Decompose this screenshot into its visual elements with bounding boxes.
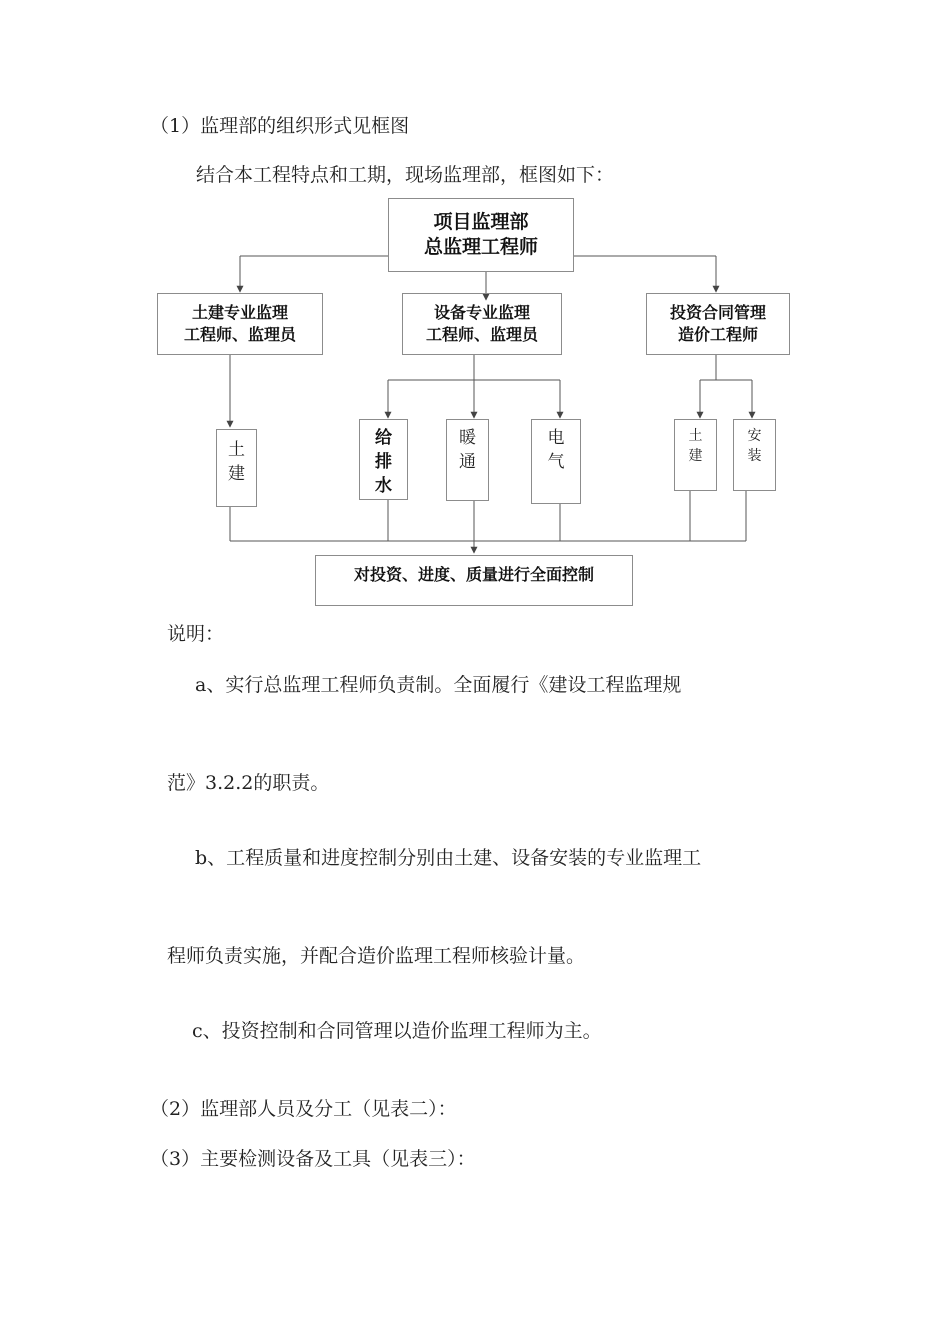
- org-box-equipment-line2: 工程师、监理员: [425, 325, 538, 344]
- section-heading-1: （1）监理部的组织形式见框图: [150, 115, 410, 137]
- sub-box-hvac-char-1: 暖: [459, 428, 476, 448]
- org-box-civil-line2: 工程师、监理员: [183, 325, 296, 344]
- sub-box-electrical: [531, 419, 581, 504]
- org-box-chief-engineer: [388, 198, 574, 272]
- org-box-civil-line1: 土建专业监理: [191, 303, 288, 322]
- org-box-cost-engineer: [646, 293, 790, 355]
- org-box-equipment-supervisor: [402, 293, 562, 355]
- sub-box-electrical-char-1: 电: [547, 428, 565, 448]
- sub-box-hvac: [446, 419, 489, 501]
- sub-box-civil-char-1: 土: [228, 440, 245, 460]
- note-a-line-2: 范》3.2.2的职责。: [167, 772, 330, 794]
- sub-box-water-drainage: [359, 419, 408, 500]
- section-heading-3: （3）主要检测设备及工具（见表三）：: [150, 1148, 476, 1170]
- intro-paragraph: 结合本工程特点和工期，现场监理部，框图如下：: [196, 164, 615, 186]
- sub-box-cost-install-char-1: 安: [747, 428, 762, 444]
- org-box-overall-control: [315, 555, 633, 606]
- org-box-civil-supervisor: [157, 293, 323, 355]
- sub-box-cost-install-char-2: 装: [747, 448, 762, 464]
- sub-box-cost-civil: [674, 419, 717, 491]
- note-b-line-1: b、工程质量和进度控制分别由土建、设备安装的专业监理工: [195, 847, 702, 869]
- sub-box-civil-char-2: 建: [228, 464, 245, 484]
- sub-box-hvac-char-2: 通: [459, 452, 476, 472]
- note-b-line-2: 程师负责实施，并配合造价监理工程师核验计量。: [167, 945, 586, 967]
- sub-box-water-char-1: 给: [375, 428, 392, 448]
- sub-box-electrical-char-2: 气: [547, 452, 565, 472]
- notes-label: 说明：: [167, 623, 225, 645]
- section-heading-2: （2）监理部人员及分工（见表二）：: [150, 1098, 457, 1120]
- org-box-chief-line2: 总监理工程师: [423, 236, 538, 258]
- org-box-cost-line1: 投资合同管理: [669, 303, 766, 322]
- org-box-chief-line1: 项目监理部: [433, 211, 529, 233]
- note-c-line: c、投资控制和合同管理以造价监理工程师为主。: [192, 1020, 602, 1042]
- org-box-cost-line2: 造价工程师: [677, 325, 758, 344]
- sub-box-cost-civil-char-1: 土: [688, 428, 703, 444]
- sub-box-civil: [216, 429, 257, 507]
- sub-box-water-char-3: 水: [375, 476, 392, 496]
- sub-box-cost-install: [733, 419, 776, 491]
- note-a-line-1: a、实行总监理工程师负责制。全面履行《建设工程监理规: [195, 674, 682, 696]
- sub-box-water-char-2: 排: [375, 452, 392, 472]
- sub-box-cost-civil-char-2: 建: [688, 448, 703, 464]
- org-box-equipment-line1: 设备专业监理: [433, 303, 530, 322]
- org-box-overall-control-label: 对投资、进度、质量进行全面控制: [353, 564, 594, 584]
